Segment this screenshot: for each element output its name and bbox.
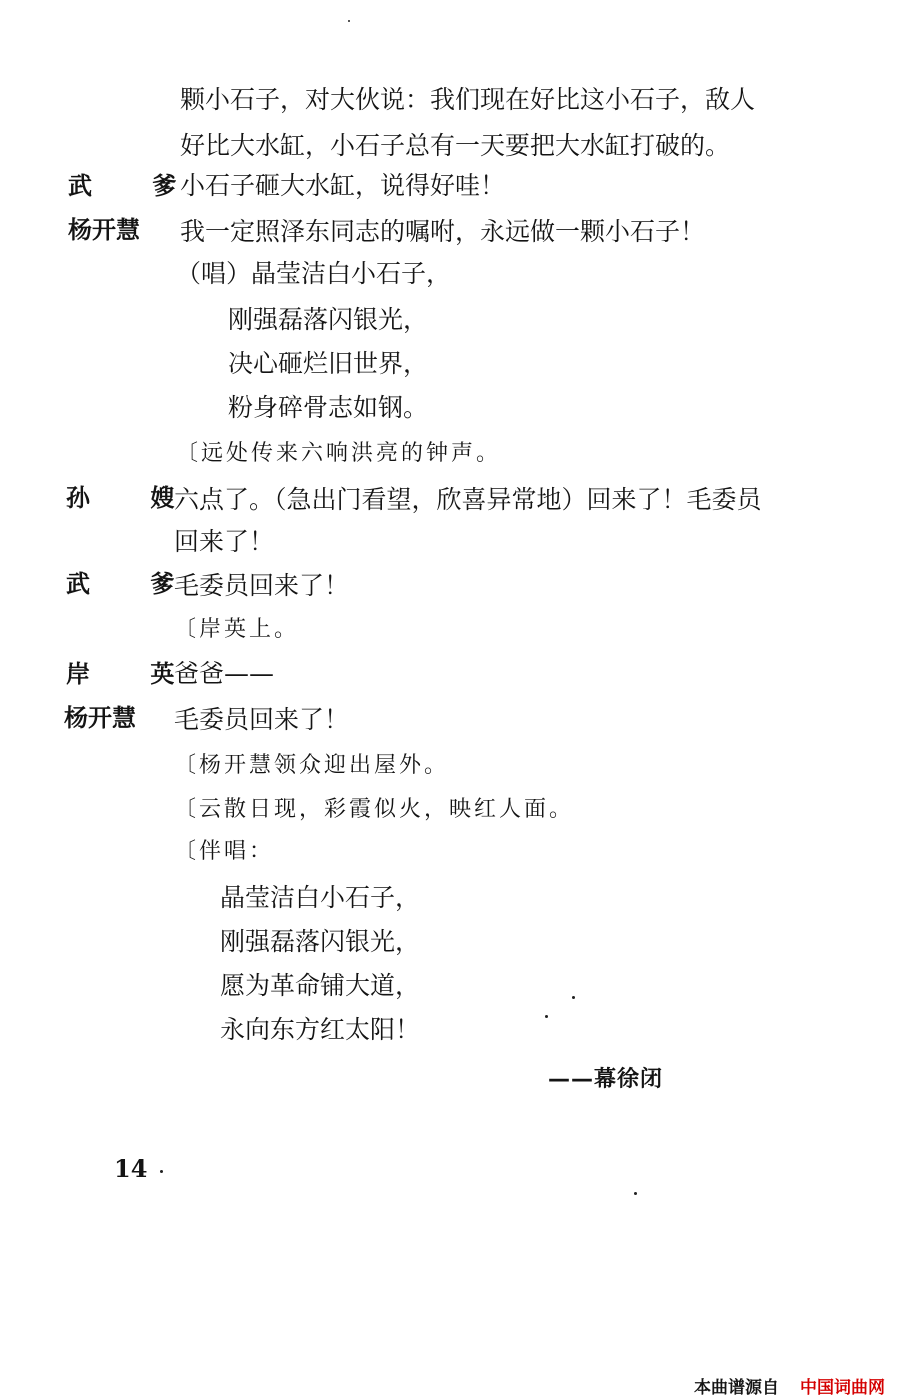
speaker-wu-die: 武 爹 — [68, 172, 203, 200]
dialogue-line: 颗小石子，对大伙说：我们现在好比这小石子，敌人 — [180, 85, 756, 114]
scan-speck — [634, 1192, 637, 1195]
page-number: 14 — [114, 1154, 148, 1183]
speaker-yang-kaihui: 杨开慧 — [64, 704, 136, 732]
dialogue-line: 我一定照泽东同志的嘱咐，永远做一颗小石子！ — [180, 217, 706, 246]
speaker-wu-die: 武 爹 — [66, 570, 201, 598]
speaker-sun-sao: 孙 嫂 — [66, 484, 201, 512]
dialogue-line: 回来了！ — [174, 527, 275, 556]
dialogue-line: 好比大水缸，小石子总有一天要把大水缸打破的。 — [180, 131, 731, 160]
dialogue-line: 爸爸—— — [174, 659, 275, 688]
stage-direction: 〔杨开慧领众迎出屋外。 — [174, 753, 450, 778]
song-line: 刚强磊落闪银光， — [220, 927, 421, 956]
scan-speck — [348, 20, 350, 22]
scan-speck — [572, 996, 575, 999]
song-line: 决心砸烂旧世界， — [228, 349, 429, 378]
stage-direction: 〔岸英上。 — [174, 617, 300, 642]
dialogue-line: 毛委员回来了！ — [174, 705, 350, 734]
scan-speck — [545, 1015, 548, 1018]
dialogue-line: 毛委员回来了！ — [174, 571, 350, 600]
dialogue-line: 小石子砸大水缸，说得好哇！ — [180, 171, 506, 200]
watermark-source: 本曲谱源自 — [694, 1378, 779, 1398]
speaker-an-ying: 岸 英 — [66, 660, 201, 688]
stage-direction: 〔远处传来六响洪亮的钟声。 — [176, 441, 502, 466]
song-line: 愿为革命铺大道， — [220, 971, 421, 1000]
watermark-site: 中国词曲网 — [800, 1378, 885, 1398]
stage-direction: 〔云散日现，彩霞似火，映红人面。 — [174, 797, 575, 822]
stage-direction: 〔伴唱： — [174, 839, 275, 864]
curtain-closing: ——幕徐闭 — [548, 1067, 664, 1092]
song-line: 粉身碎骨志如钢。 — [228, 393, 429, 422]
song-line: （唱）晶莹洁白小石子， — [176, 259, 452, 288]
scan-speck — [160, 1170, 163, 1173]
song-line: 永向东方红太阳！ — [220, 1015, 421, 1044]
speaker-yang-kaihui: 杨开慧 — [68, 216, 140, 244]
song-line: 晶莹洁白小石子， — [220, 883, 421, 912]
dialogue-line: 六点了。（急出门看望，欣喜异常地）回来了！毛委员 — [174, 485, 762, 514]
song-line: 刚强磊落闪银光， — [228, 305, 429, 334]
